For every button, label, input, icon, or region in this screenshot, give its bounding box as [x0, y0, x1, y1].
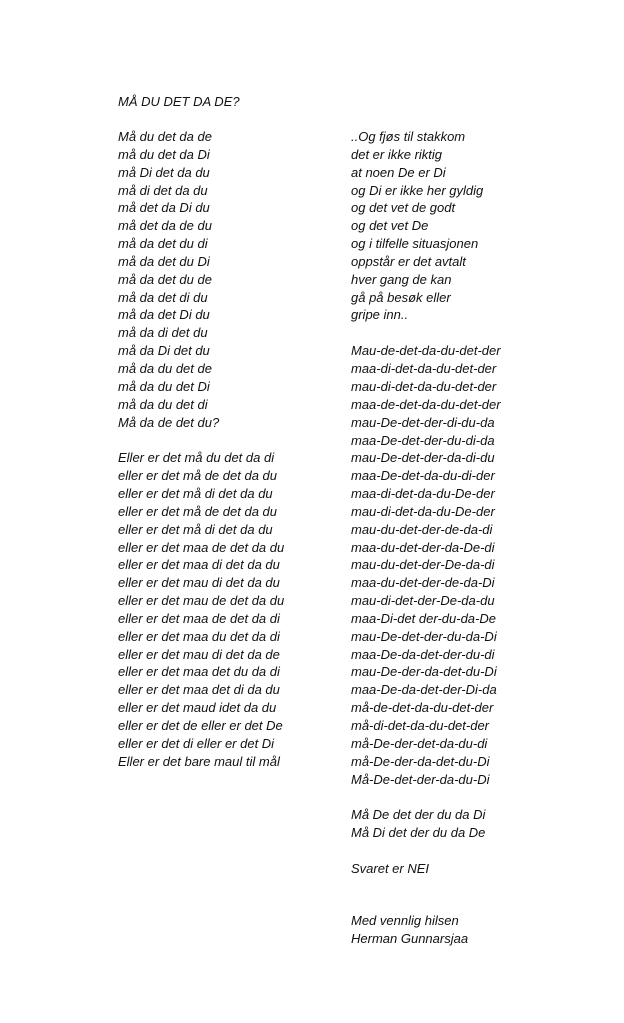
verse-line: må-di-det-da-du-det-der [351, 718, 490, 733]
verse-line: maa-di-det-da-du-De-der [351, 486, 495, 502]
verse-line: må Di det da du [118, 164, 210, 180]
verse-line: Må da de det du? [118, 414, 220, 430]
stanza-gap [118, 431, 284, 449]
right-stanza-3 [351, 806, 501, 842]
verse-line: maa-De-det-der-du-di-da [351, 432, 495, 448]
verse-line: eller er det mau di det da du [118, 575, 280, 591]
verse-line: hver gang de kan [351, 271, 452, 287]
verse-line: eller er det må de det da du [118, 468, 277, 484]
verse-line: må da det di du [118, 289, 208, 305]
verse-line: må da det du di [118, 236, 208, 252]
left-column [118, 128, 284, 771]
verse-line: må da Di det du [118, 343, 210, 359]
verse-line: mau-du-det-der-De-da-di [351, 557, 495, 573]
verse-line: maa-Di-det der-du-da-De [351, 610, 496, 626]
verse-line: må da di det du [118, 325, 208, 341]
verse-line: eller er det maud idet da du [118, 700, 277, 716]
verse-line: og i tilfelle situasjonen [351, 236, 479, 252]
stanza-gap [351, 878, 501, 912]
verse-line: Eller er det må du det da di [118, 450, 275, 466]
stanza-gap [351, 788, 501, 806]
verse-line: at noen De er Di [351, 164, 446, 180]
stanza-gap [351, 842, 501, 860]
verse-line: mau-di-det-da-du-De-der [351, 503, 495, 519]
verse-line: må-De-der-da-det-du-Di [351, 753, 490, 769]
verse-line: maa-De-det-da-du-di-der [351, 468, 495, 484]
verse-line: mau-De-det-der-di-du-da [351, 414, 495, 430]
verse-line: eller er det må de det da du [118, 503, 277, 519]
verse-line: Må du det da de [118, 129, 212, 144]
verse-line: må da du det di [118, 396, 208, 412]
verse-line: må-de-det-da-du-det-der [351, 700, 494, 716]
verse-line: må-De-der-det-da-du-di [351, 735, 488, 751]
answer-line: Svaret er NEI [351, 861, 430, 877]
verse-line: må da det du Di [118, 253, 210, 269]
verse-line: mau-du-det-der-de-da-di [351, 521, 493, 537]
closing-signature [351, 912, 501, 948]
stanza-gap [351, 324, 501, 342]
left-stanza-2 [118, 449, 284, 770]
verse-line: mau-De-det-der-du-da-Di [351, 628, 497, 644]
verse-line: må du det da Di [118, 146, 210, 162]
verse-line: ..Og fjøs til stakkom [351, 129, 466, 144]
right-stanza-2 [351, 342, 501, 788]
verse-line: maa-De-da-det-der-du-di [351, 646, 495, 662]
verse-line: eller er det maa du det da di [118, 628, 280, 644]
verse-line: eller er det må di det da du [118, 486, 273, 502]
verse-line: må da det du de [118, 271, 212, 287]
poem-title: MÅ DU DET DA DE? [118, 94, 240, 109]
verse-line: og Di er ikke her gyldig [351, 182, 484, 198]
verse-line: eller er det maa di det da du [118, 557, 280, 573]
verse-line: mau-di-det-da-du-det-der [351, 378, 497, 394]
verse-line: gå på besøk eller [351, 289, 451, 305]
verse-line: eller er det må di det da du [118, 521, 273, 537]
right-column [351, 128, 501, 948]
verse-line: Må Di det der du da De [351, 825, 486, 841]
verse-line: må da det Di du [118, 307, 210, 323]
verse-line: må di det da du [118, 182, 208, 198]
verse-line: maa-de-det-da-du-det-der [351, 396, 501, 412]
verse-line: må det da de du [118, 218, 212, 234]
verse-line: eller er det maa det du da di [118, 664, 280, 680]
verse-line: Eller er det bare maul til mål [118, 753, 280, 769]
verse-line: Mau-de-det-da-du-det-der [351, 343, 501, 359]
verse-line: Må-De-det-der-da-du-Di [351, 771, 490, 787]
verse-line: eller er det de eller er det De [118, 718, 283, 733]
verse-line: og det vet De [351, 218, 429, 234]
verse-line: eller er det maa de det da du [118, 539, 285, 555]
verse-line: eller er det maa de det da di [118, 610, 280, 626]
verse-line: det er ikke riktig [351, 146, 443, 162]
verse-line: eller er det di eller er det Di [118, 735, 275, 751]
verse-line: oppstår er det avtalt [351, 253, 466, 269]
verse-line: maa-du-det-der-de-da-Di [351, 575, 495, 591]
verse-line: maa-du-det-der-da-De-di [351, 539, 495, 555]
verse-line: maa-di-det-da-du-det-der [351, 361, 497, 377]
verse-line: eller er det mau di det da de [118, 646, 280, 662]
verse-line: eller er det maa det di da du [118, 682, 280, 698]
verse-line: mau-De-det-der-da-di-du [351, 450, 495, 466]
verse-line: gripe inn.. [351, 307, 409, 323]
verse-line: og det vet de godt [351, 200, 456, 216]
verse-line: må da du det Di [118, 378, 210, 394]
verse-line: mau-di-det-der-De-da-du [351, 593, 495, 609]
closing-greeting: Med vennlig hilsen [351, 912, 459, 928]
verse-line: eller er det mau de det da du [118, 593, 285, 609]
verse-line: Må De det der du da Di [351, 807, 486, 823]
verse-line: må det da Di du [118, 200, 210, 216]
author-name: Herman Gunnarsjaa [351, 930, 469, 946]
right-stanza-1 [351, 128, 501, 324]
left-stanza-1 [118, 128, 284, 431]
verse-line: mau-De-der-da-det-du-Di [351, 664, 497, 680]
verse-line: må da du det de [118, 360, 212, 376]
verse-line: maa-De-da-det-der-Di-da [351, 682, 497, 698]
